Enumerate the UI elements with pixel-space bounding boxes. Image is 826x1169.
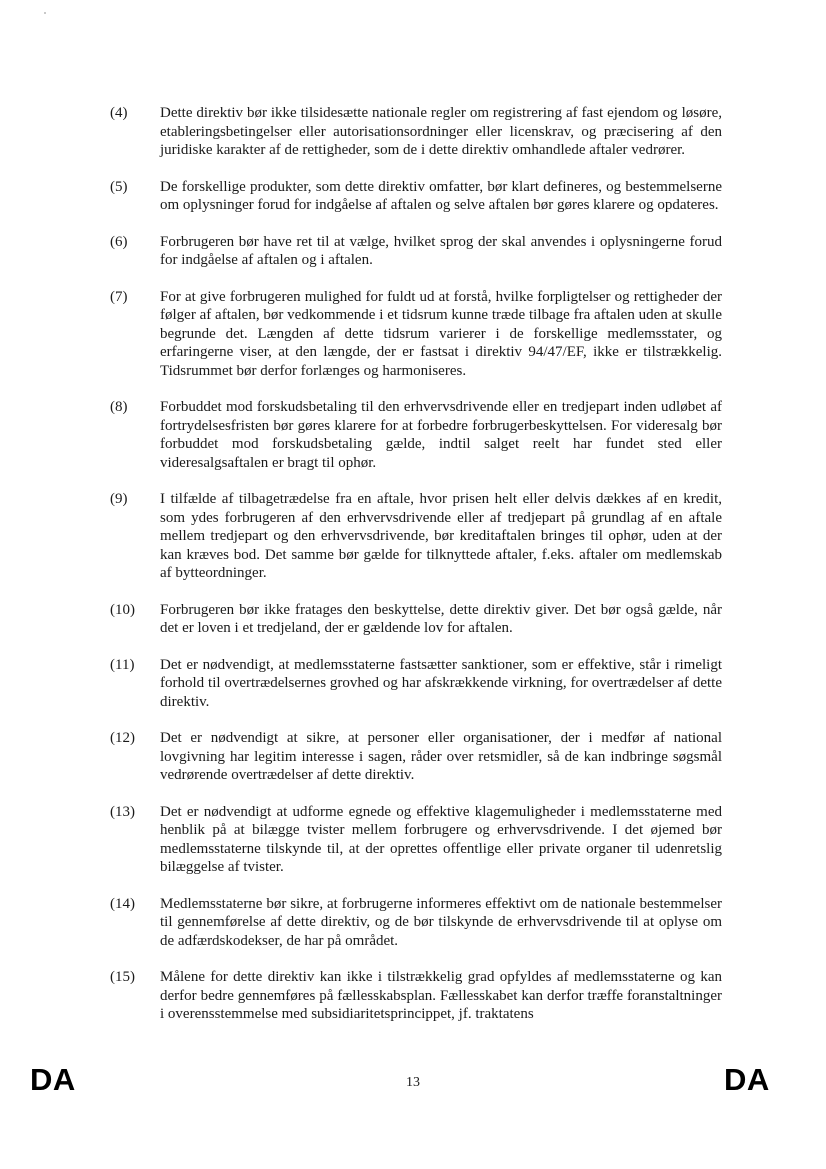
recital-item	[110, 895, 722, 951]
recital-item	[110, 178, 722, 215]
recital-item	[110, 288, 722, 381]
recital-text: Dette direktiv bør ikke tilsidesætte nationale regler om registrering af fast ejendom og løsøre, etableringsbetingelser eller autorisationsordninger eller licenskrav, og præcisering af den juridiske karakter af de rettigheder, som de i dette direktiv omhandlede aftaler vedrører.	[160, 105, 722, 158]
recital-text: Målene for dette direktiv kan ikke i tilstrækkelig grad opfyldes af medlemsstaterne og kan derfor bedre gennemføres på fællesskabsplan. Fællesskabet kan derfor træffe foranstaltninger i overensstemmelse med subsidiaritetsprincippet, jf. traktatens	[160, 969, 722, 1022]
recital-text: De forskellige produkter, som dette direktiv omfatter, bør klart defineres, og bestemmelserne om oplysninger forud for indgåelse af aftalen og selve aftalen bør gøres klarere og opdateres.	[160, 178, 722, 213]
recital-text: For at give forbrugeren mulighed for fuldt ud at forstå, hvilke forpligtelser og rettigheder der følger af aftalen, bør vedkommende i et tidsrum kunne træde tilbage fra aftalen uden at skulle begrunde det. Længden af dette tidsrum varierer i de forskellige medlemsstater, og erfaringerne viser, at den længde, der er fastsat i direktiv 94/47/EF, ikke er tilstrækkelig. Tidsrummet bør derfor forlænges og harmoniseres.	[160, 288, 722, 379]
recital-item	[110, 398, 722, 472]
recital-text: Medlemsstaterne bør sikre, at forbrugerne informeres effektivt om de nationale bestemmelser til gennemførelse af dette direktiv, og de bør tilskynde de erhvervsdrivende til at oplyse om de adfærdskodekser, de har på området.	[160, 895, 722, 949]
recital-item	[110, 729, 722, 785]
recital-text: I tilfælde af tilbagetrædelse fra en aftale, hvor prisen helt eller delvis dækkes af en kredit, som ydes forbrugeren af den erhvervsdrivende eller af tredjepart på grundlag af en aftale mellem tredjepart og den erhvervsdrivende, bør kreditaftalen bringes til ophør, uden at der kan kræves bod. Det samme bør gælde for tilknyttede aftaler, f.eks. aftaler om medlemskab af bytteordninger.	[160, 491, 722, 581]
recital-number: (10)	[110, 601, 135, 618]
recital-number: (6)	[110, 233, 128, 250]
recital-number: (9)	[110, 491, 128, 507]
recital-number: (7)	[110, 288, 128, 305]
recital-number: (4)	[110, 105, 128, 121]
recitals-list	[110, 104, 722, 1042]
recital-item	[110, 968, 722, 1024]
scan-artifact	[44, 12, 46, 14]
recital-number: (14)	[110, 895, 135, 912]
recital-number: (11)	[110, 656, 135, 673]
recital-number: (8)	[110, 399, 128, 415]
recital-text: Forbrugeren bør ikke fratages den beskyttelse, dette direktiv giver. Det bør også gælde, når det er loven i et tredjeland, der er gældende lov for aftalen.	[160, 601, 722, 636]
footer-language-code-left: DA	[30, 1062, 76, 1097]
recital-text: Det er nødvendigt at sikre, at personer eller organisationer, der i medfør af national lovgivning har legitim interesse i sagen, råder over retsmidler, så de kan indbringe søgsmål vedrørende overtrædelser af dette direktiv.	[160, 730, 722, 783]
footer-language-code-right: DA	[724, 1062, 770, 1097]
recital-item	[110, 656, 722, 712]
recital-number: (5)	[110, 178, 128, 195]
page-number: 13	[406, 1075, 420, 1090]
recital-text: Forbrugeren bør have ret til at vælge, hvilket sprog der skal anvendes i oplysningerne forud for indgåelse af aftalen og i aftalen.	[160, 233, 722, 268]
recital-item	[110, 601, 722, 638]
recital-text: Forbuddet mod forskudsbetaling til den erhvervsdrivende eller en tredjepart inden udløbet af fortrydelsesfristen bør gøres klarere for at forbedre forbrugerbeskyttelsen. For videresalg bør forbuddet mod forskudsbetaling gælde, indtil salget reelt har fundet sted eller videresalgsaftalen er bragt til ophør.	[160, 399, 722, 471]
recital-number: (12)	[110, 730, 135, 746]
recital-text: Det er nødvendigt, at medlemsstaterne fastsætter sanktioner, som er effektive, står i rimeligt forhold til overtrædelsernes grovhed og har afskrækkende virkning, for overtrædelser af dette direktiv.	[160, 656, 722, 710]
recital-item	[110, 233, 722, 270]
recital-number: (13)	[110, 803, 135, 820]
recital-text: Det er nødvendigt at udforme egnede og effektive klagemuligheder i medlemsstaterne med henblik på at bilægge tvister mellem forbrugere og erhvervsdrivende. I det øjemed bør medlemsstaterne tilskynde til, at der oprettes offentlige eller private organer til udenretslig bilæggelse af tvister.	[160, 803, 722, 875]
recital-number: (15)	[110, 969, 135, 985]
recital-item	[110, 803, 722, 877]
recital-item	[110, 104, 722, 160]
recital-item	[110, 490, 722, 583]
